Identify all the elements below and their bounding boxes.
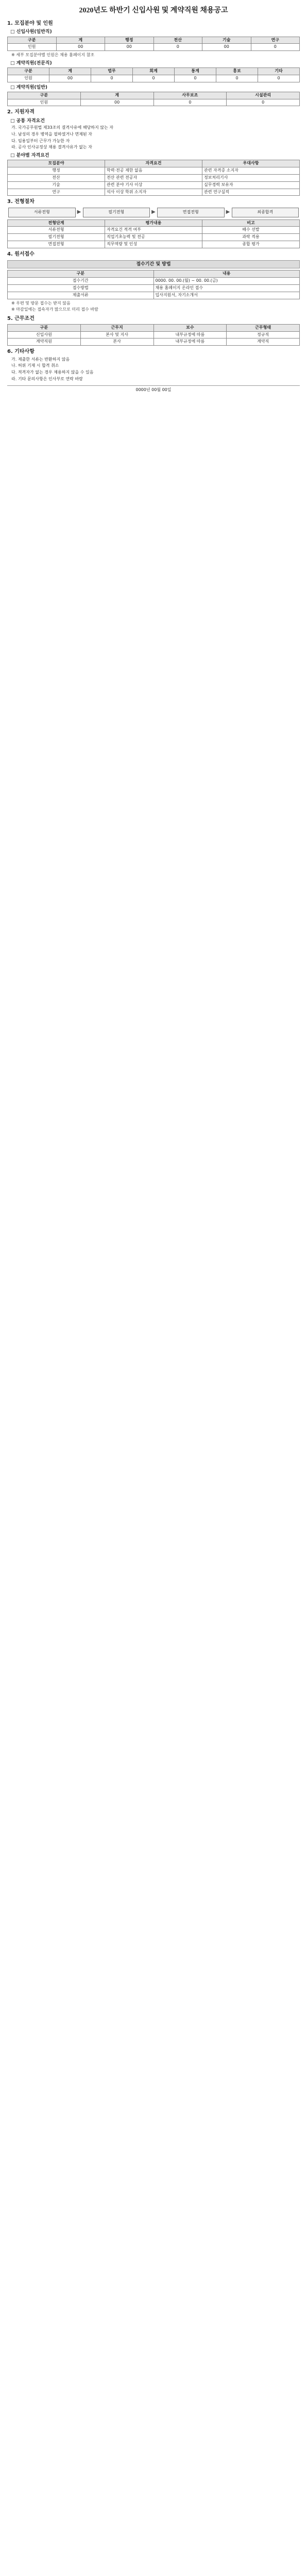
table-header: 전형단계	[8, 219, 105, 227]
table-cell: 학력·전공 제한 없음	[105, 167, 202, 175]
table-cell: 과락 적용	[202, 234, 300, 241]
table-header: 구분	[8, 270, 154, 278]
table-cell: 00	[80, 99, 154, 106]
section-bar: 접수기간 및 방법	[7, 260, 300, 268]
table-work-conditions	[7, 324, 300, 346]
arrow-right-icon: ▶	[151, 209, 156, 215]
table-cell: 인원	[8, 75, 49, 82]
section-heading: 2. 지원자격	[7, 109, 35, 115]
table-cell: 0	[154, 44, 202, 51]
table-header: 연구	[251, 37, 300, 44]
table-cell: 관련 연구실적	[202, 189, 300, 196]
table-note: ※ 우편 및 방문 접수는 받지 않음	[11, 300, 71, 306]
process-flow	[7, 208, 300, 217]
page-title: 2020년도 하반기 신입사원 및 계약직원 채용공고	[79, 7, 228, 14]
flow-step: 서류전형	[8, 208, 76, 217]
table-cell: 접수방법	[8, 285, 154, 292]
table-header: 시설관리	[227, 92, 300, 99]
table-header: 구분	[8, 68, 49, 75]
table-cell: 기술	[8, 181, 105, 189]
table-cell: 석사 이상 학위 소지자	[105, 189, 202, 196]
table-header: 기술	[202, 37, 251, 44]
table-header: 자격요건	[105, 160, 202, 167]
list-item: 나. 허위 기재 시 합격 취소	[11, 363, 59, 368]
table-header: 내용	[154, 270, 300, 278]
table-cell: 접수기간	[8, 278, 154, 285]
table-header: 법무	[91, 68, 133, 75]
list-item: 라. 공사 인사규정상 채용 결격사유가 없는 자	[11, 145, 92, 150]
table-regular-positions	[7, 37, 300, 52]
table-header: 계	[56, 37, 105, 44]
table-cell: 서류전형	[8, 227, 105, 234]
table-cell: 00	[49, 75, 91, 82]
table-cell: 필기전형	[8, 234, 105, 241]
table-cell: 0	[227, 99, 300, 106]
table-cell: 신입사원	[8, 331, 81, 338]
arrow-right-icon: ▶	[226, 209, 230, 215]
table-cell: 관련 자격증 소지자	[202, 167, 300, 175]
table-cell: 인원	[8, 44, 57, 51]
table-header: 구분	[8, 324, 81, 331]
table-cell: 0	[216, 75, 258, 82]
table-header: 보수	[154, 324, 227, 331]
table-cell: 관련 분야 기사 이상	[105, 181, 202, 189]
table-application	[7, 270, 300, 299]
table-cell: 본사	[80, 338, 154, 346]
flow-step: 필기전형	[83, 208, 150, 217]
list-item: 다. 임용일부터 근무가 가능한 자	[11, 138, 70, 143]
table-cell: 0	[91, 75, 133, 82]
table-cell: 계약직	[227, 338, 300, 346]
flow-step: 최종합격	[232, 208, 299, 217]
sub-heading: □ 계약직원(전문직)	[10, 60, 52, 66]
table-cell: 종합 평가	[202, 241, 300, 248]
table-cell: 제출서류	[8, 292, 154, 299]
table-cell: 연구	[8, 189, 105, 196]
table-cell: 본사 및 지사	[80, 331, 154, 338]
table-note: ※ 마감일에는 접속자가 많으므로 미리 접수 바람	[11, 307, 98, 312]
sub-heading: □ 계약직원(일반)	[10, 84, 48, 90]
section-heading: 4. 원서접수	[7, 251, 35, 257]
table-cell: 계약직원	[8, 338, 81, 346]
table-cell: 0000. 00. 00.(월) ~ 00. 00.(금)	[154, 278, 300, 285]
flow-step: 면접전형	[157, 208, 225, 217]
table-header: 홍보	[216, 68, 258, 75]
table-cell: 실무경력 보유자	[202, 181, 300, 189]
arrow-right-icon: ▶	[77, 209, 81, 215]
table-note: ※ 세부 모집분야별 인원은 채용 홈페이지 참조	[11, 53, 95, 58]
table-cell: 00	[202, 44, 251, 51]
table-cell: 정규직	[227, 331, 300, 338]
list-item: 가. 국가공무원법 제33조의 결격사유에 해당하지 않는 자	[11, 125, 113, 130]
table-cell: 정보처리기사	[202, 174, 300, 181]
table-header: 통계	[175, 68, 216, 75]
table-cell: 입사지원서, 자기소개서	[154, 292, 300, 299]
table-cell: 0	[251, 44, 300, 51]
table-header: 기타	[258, 68, 300, 75]
table-header: 전산	[154, 37, 202, 44]
table-cell: 전산	[8, 174, 105, 181]
table-selection-process	[7, 219, 300, 248]
table-header: 평가내용	[105, 219, 202, 227]
table-cell: 내부규정에 따름	[154, 331, 227, 338]
sub-heading: □ 신입사원(일반직)	[10, 29, 52, 35]
table-cell: 00	[56, 44, 105, 51]
section-heading: 1. 모집분야 및 인원	[7, 20, 53, 26]
table-header: 구분	[8, 37, 57, 44]
sub-heading: □ 분야별 자격요건	[10, 153, 49, 159]
table-cell: 채용 홈페이지 온라인 접수	[154, 285, 300, 292]
table-header: 근무형태	[227, 324, 300, 331]
table-contract-professional	[7, 67, 300, 82]
table-header: 모집분야	[8, 160, 105, 167]
table-header: 행정	[105, 37, 154, 44]
table-cell: 내부규정에 따름	[154, 338, 227, 346]
table-cell: 배수 선발	[202, 227, 300, 234]
table-cell: 자격요건 적격 여부	[105, 227, 202, 234]
sub-heading: □ 공통 자격요건	[10, 118, 45, 124]
section-heading: 6. 기타사항	[7, 349, 35, 355]
table-cell: 면접전형	[8, 241, 105, 248]
table-header: 계	[49, 68, 91, 75]
table-cell: 0	[154, 99, 227, 106]
list-item: 라. 기타 문의사항은 인사부로 연락 바람	[11, 377, 83, 382]
table-cell: 0	[133, 75, 175, 82]
table-cell: 0	[175, 75, 216, 82]
table-header: 비고	[202, 219, 300, 227]
table-qualifications	[7, 160, 300, 196]
table-cell: 직업기초능력 및 전공	[105, 234, 202, 241]
table-contract-general	[7, 92, 300, 107]
table-header: 구분	[8, 92, 81, 99]
table-cell: 0	[258, 75, 300, 82]
table-header: 근무지	[80, 324, 154, 331]
table-header: 사무보조	[154, 92, 227, 99]
table-cell: 전산 관련 전공자	[105, 174, 202, 181]
table-cell: 인원	[8, 99, 81, 106]
table-header: 우대사항	[202, 160, 300, 167]
table-header: 회계	[133, 68, 175, 75]
table-cell: 00	[105, 44, 154, 51]
table-cell: 직무역량 및 인성	[105, 241, 202, 248]
list-item: 가. 제출한 서류는 반환하지 않음	[11, 357, 70, 362]
list-item: 나. 남성의 경우 병역을 필하였거나 면제된 자	[11, 131, 92, 137]
table-header: 계	[80, 92, 154, 99]
table-cell: 행정	[8, 167, 105, 175]
footer-date: 0000년 00월 00일	[7, 385, 300, 393]
section-heading: 3. 전형절차	[7, 199, 35, 205]
list-item: 다. 적격자가 없는 경우 채용하지 않을 수 있음	[11, 370, 94, 375]
section-heading: 5. 근무조건	[7, 316, 35, 322]
